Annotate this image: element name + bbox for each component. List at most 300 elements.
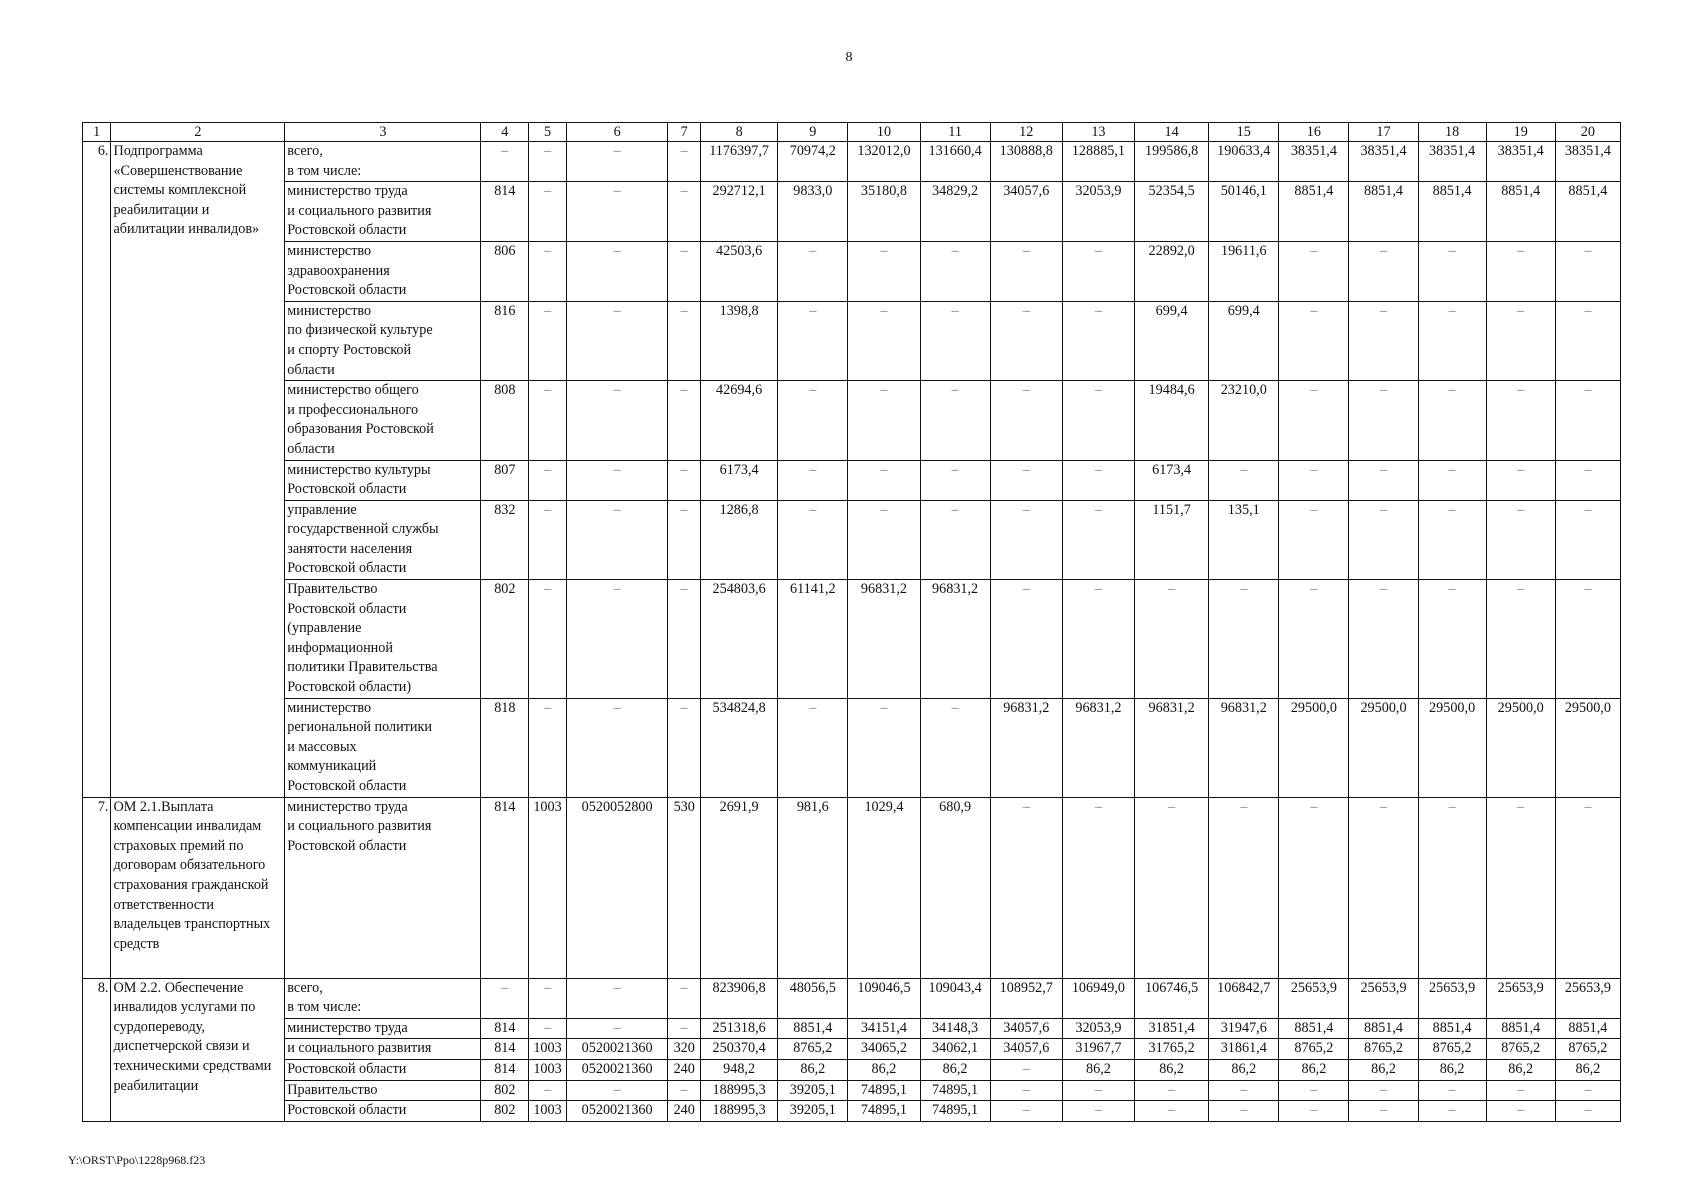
value-col-8: 6173,4 — [700, 460, 777, 500]
value-col-18: – — [1418, 797, 1486, 978]
value-col-14: – — [1135, 797, 1209, 978]
value-col-9: 48056,5 — [778, 978, 848, 1018]
code-rzpr-cell: – — [529, 241, 567, 301]
value-col-9: – — [778, 698, 848, 797]
value-col-20: – — [1555, 1101, 1620, 1122]
value-col-9: – — [778, 301, 848, 380]
value-col-8: 823906,8 — [700, 978, 777, 1018]
value-col-10: 74895,1 — [848, 1080, 920, 1101]
code-vr-cell: – — [668, 241, 701, 301]
executor-cell: министерство региональной политики и массовых коммуникаций Ростовской области — [285, 698, 481, 797]
value-col-16: 8765,2 — [1279, 1039, 1349, 1060]
code-grbs-cell: 802 — [481, 580, 529, 699]
code-rzpr-cell: – — [529, 1080, 567, 1101]
value-col-13: 106949,0 — [1062, 978, 1134, 1018]
executor-cell: министерство труда — [285, 1018, 481, 1039]
value-col-8: 250370,4 — [700, 1039, 777, 1060]
value-col-8: 188995,3 — [700, 1101, 777, 1122]
value-col-20: 25653,9 — [1555, 978, 1620, 1018]
value-col-20: 86,2 — [1555, 1059, 1620, 1080]
value-col-17: – — [1349, 301, 1418, 380]
code-csr-cell: – — [566, 182, 668, 242]
executor-cell: и социального развития — [285, 1039, 481, 1060]
code-csr-cell: 0520021360 — [566, 1101, 668, 1122]
value-col-13: 86,2 — [1062, 1059, 1134, 1080]
value-col-8: 1398,8 — [700, 301, 777, 380]
value-col-19: 8851,4 — [1486, 1018, 1555, 1039]
value-col-18: – — [1418, 1101, 1486, 1122]
executor-cell: министерство труда и социального развития Ростовской области — [285, 797, 481, 978]
value-col-9: 981,6 — [778, 797, 848, 978]
value-col-10: – — [848, 460, 920, 500]
table-row — [83, 1059, 1621, 1080]
value-col-12: 34057,6 — [990, 1018, 1062, 1039]
value-col-17: – — [1349, 460, 1418, 500]
value-col-14: 699,4 — [1135, 301, 1209, 380]
value-col-18: – — [1418, 381, 1486, 460]
value-col-12: – — [990, 1059, 1062, 1080]
value-col-11: – — [920, 241, 990, 301]
code-rzpr-cell: – — [529, 460, 567, 500]
code-csr-cell: – — [566, 460, 668, 500]
value-col-11: 74895,1 — [920, 1080, 990, 1101]
program-name: Подпрограмма «Совершенствование системы комплексной реабилитации и абилитации инвалидов» — [111, 142, 285, 798]
table-row — [83, 978, 1621, 1018]
value-col-12: – — [990, 580, 1062, 699]
header-row — [83, 123, 1621, 142]
value-col-10: 1029,4 — [848, 797, 920, 978]
code-grbs-cell: 806 — [481, 241, 529, 301]
code-vr-cell: 320 — [668, 1039, 701, 1060]
value-col-19: 25653,9 — [1486, 978, 1555, 1018]
header-cell-14: 14 — [1135, 123, 1209, 142]
value-col-18: – — [1418, 580, 1486, 699]
value-col-13: 96831,2 — [1062, 698, 1134, 797]
value-col-12: 108952,7 — [990, 978, 1062, 1018]
table-row — [83, 460, 1621, 500]
value-col-10: – — [848, 381, 920, 460]
executor-cell: управление государственной службы занятости населения Ростовской области — [285, 500, 481, 579]
value-col-14: 86,2 — [1135, 1059, 1209, 1080]
table-row — [83, 1101, 1621, 1122]
value-col-14: 106746,5 — [1135, 978, 1209, 1018]
code-vr-cell: – — [668, 500, 701, 579]
value-col-11: – — [920, 500, 990, 579]
value-col-8: 948,2 — [700, 1059, 777, 1080]
value-col-18: 29500,0 — [1418, 698, 1486, 797]
value-col-9: 70974,2 — [778, 142, 848, 182]
value-col-14: – — [1135, 1080, 1209, 1101]
executor-cell: всего, в том числе: — [285, 978, 481, 1018]
value-col-12: – — [990, 1080, 1062, 1101]
table-row — [83, 182, 1621, 242]
value-col-14: 1151,7 — [1135, 500, 1209, 579]
value-col-16: – — [1279, 301, 1349, 380]
value-col-15: 50146,1 — [1209, 182, 1279, 242]
code-csr-cell: – — [566, 580, 668, 699]
value-col-9: – — [778, 500, 848, 579]
header-cell-17: 17 — [1349, 123, 1418, 142]
value-col-13: 128885,1 — [1062, 142, 1134, 182]
value-col-20: – — [1555, 1080, 1620, 1101]
value-col-20: 8851,4 — [1555, 182, 1620, 242]
header-cell-15: 15 — [1209, 123, 1279, 142]
value-col-18: 8851,4 — [1418, 182, 1486, 242]
value-col-19: 8765,2 — [1486, 1039, 1555, 1060]
executor-cell: Ростовской области — [285, 1059, 481, 1080]
value-col-20: 38351,4 — [1555, 142, 1620, 182]
value-col-17: – — [1349, 500, 1418, 579]
value-col-12: 34057,6 — [990, 182, 1062, 242]
value-col-11: 34829,2 — [920, 182, 990, 242]
value-col-14: 96831,2 — [1135, 698, 1209, 797]
value-col-13: – — [1062, 1080, 1134, 1101]
value-col-10: 86,2 — [848, 1059, 920, 1080]
value-col-20: – — [1555, 301, 1620, 380]
program-name: ОМ 2.2. Обеспечение инвалидов услугами по сурдопереводу, диспетчерской связи и техническими средствами реабилитации — [111, 978, 285, 1121]
value-col-19: – — [1486, 580, 1555, 699]
value-col-12: – — [990, 460, 1062, 500]
code-csr-cell: – — [566, 978, 668, 1018]
value-col-18: 8851,4 — [1418, 1018, 1486, 1039]
value-col-17: – — [1349, 241, 1418, 301]
value-col-11: 74895,1 — [920, 1101, 990, 1122]
code-rzpr-cell: 1003 — [529, 1039, 567, 1060]
value-col-17: – — [1349, 381, 1418, 460]
executor-cell: министерство труда и социального развития Ростовской области — [285, 182, 481, 242]
value-col-8: 251318,6 — [700, 1018, 777, 1039]
value-col-15: – — [1209, 1101, 1279, 1122]
value-col-15: 23210,0 — [1209, 381, 1279, 460]
value-col-10: 96831,2 — [848, 580, 920, 699]
value-col-15: 106842,7 — [1209, 978, 1279, 1018]
value-col-19: 29500,0 — [1486, 698, 1555, 797]
code-grbs-cell: 802 — [481, 1101, 529, 1122]
value-col-9: 61141,2 — [778, 580, 848, 699]
code-csr-cell: 0520021360 — [566, 1059, 668, 1080]
code-vr-cell: – — [668, 1080, 701, 1101]
value-col-13: – — [1062, 797, 1134, 978]
code-csr-cell: – — [566, 241, 668, 301]
value-col-8: 534824,8 — [700, 698, 777, 797]
table-row — [83, 1018, 1621, 1039]
value-col-18: 38351,4 — [1418, 142, 1486, 182]
value-col-11: – — [920, 301, 990, 380]
table-row — [83, 580, 1621, 699]
table-row — [83, 698, 1621, 797]
code-csr-cell: – — [566, 698, 668, 797]
value-col-16: – — [1279, 580, 1349, 699]
code-rzpr-cell: – — [529, 698, 567, 797]
value-col-16: – — [1279, 1101, 1349, 1122]
header-cell-5: 5 — [529, 123, 567, 142]
value-col-16: – — [1279, 1080, 1349, 1101]
code-vr-cell: – — [668, 460, 701, 500]
value-col-16: – — [1279, 797, 1349, 978]
value-col-17: – — [1349, 1080, 1418, 1101]
value-col-18: 8765,2 — [1418, 1039, 1486, 1060]
value-col-18: 25653,9 — [1418, 978, 1486, 1018]
value-col-17: 8851,4 — [1349, 1018, 1418, 1039]
value-col-12: – — [990, 301, 1062, 380]
value-col-20: – — [1555, 460, 1620, 500]
value-col-19: – — [1486, 381, 1555, 460]
value-col-19: 86,2 — [1486, 1059, 1555, 1080]
code-grbs-cell: – — [481, 978, 529, 1018]
value-col-14: – — [1135, 1101, 1209, 1122]
table-row — [83, 500, 1621, 579]
code-csr-cell: – — [566, 381, 668, 460]
value-col-11: – — [920, 381, 990, 460]
value-col-14: 31765,2 — [1135, 1039, 1209, 1060]
value-col-20: 29500,0 — [1555, 698, 1620, 797]
value-col-19: – — [1486, 241, 1555, 301]
value-col-15: – — [1209, 580, 1279, 699]
executor-cell: Ростовской области — [285, 1101, 481, 1122]
value-col-15: 135,1 — [1209, 500, 1279, 579]
value-col-11: 96831,2 — [920, 580, 990, 699]
value-col-8: 42503,6 — [700, 241, 777, 301]
value-col-14: 199586,8 — [1135, 142, 1209, 182]
code-grbs-cell: 814 — [481, 1039, 529, 1060]
code-vr-cell: – — [668, 1018, 701, 1039]
code-rzpr-cell: 1003 — [529, 797, 567, 978]
value-col-12: – — [990, 1101, 1062, 1122]
value-col-19: – — [1486, 1101, 1555, 1122]
value-col-10: 74895,1 — [848, 1101, 920, 1122]
header-cell-3: 3 — [285, 123, 481, 142]
header-cell-7: 7 — [668, 123, 701, 142]
value-col-19: – — [1486, 301, 1555, 380]
code-grbs-cell: 814 — [481, 182, 529, 242]
value-col-17: – — [1349, 1101, 1418, 1122]
code-vr-cell: – — [668, 381, 701, 460]
value-col-14: 6173,4 — [1135, 460, 1209, 500]
executor-cell: всего, в том числе: — [285, 142, 481, 182]
value-col-10: – — [848, 698, 920, 797]
header-cell-10: 10 — [848, 123, 920, 142]
code-grbs-cell: 802 — [481, 1080, 529, 1101]
code-grbs-cell: 807 — [481, 460, 529, 500]
executor-cell: Правительство — [285, 1080, 481, 1101]
value-col-20: – — [1555, 241, 1620, 301]
value-col-13: – — [1062, 500, 1134, 579]
code-grbs-cell: 808 — [481, 381, 529, 460]
value-col-20: 8851,4 — [1555, 1018, 1620, 1039]
value-col-9: 86,2 — [778, 1059, 848, 1080]
value-col-8: 188995,3 — [700, 1080, 777, 1101]
value-col-12: – — [990, 797, 1062, 978]
value-col-11: 109043,4 — [920, 978, 990, 1018]
value-col-16: – — [1279, 241, 1349, 301]
value-col-10: 35180,8 — [848, 182, 920, 242]
value-col-20: – — [1555, 500, 1620, 579]
value-col-13: 32053,9 — [1062, 182, 1134, 242]
value-col-20: – — [1555, 381, 1620, 460]
code-csr-cell: – — [566, 1080, 668, 1101]
value-col-10: – — [848, 241, 920, 301]
table-row — [83, 381, 1621, 460]
code-rzpr-cell: – — [529, 978, 567, 1018]
value-col-17: 25653,9 — [1349, 978, 1418, 1018]
value-col-14: 31851,4 — [1135, 1018, 1209, 1039]
value-col-9: 8765,2 — [778, 1039, 848, 1060]
executor-cell: министерство здравоохранения Ростовской области — [285, 241, 481, 301]
value-col-12: 96831,2 — [990, 698, 1062, 797]
value-col-10: 34151,4 — [848, 1018, 920, 1039]
value-col-13: – — [1062, 301, 1134, 380]
value-col-13: – — [1062, 381, 1134, 460]
code-rzpr-cell: – — [529, 381, 567, 460]
value-col-10: 132012,0 — [848, 142, 920, 182]
code-csr-cell: – — [566, 142, 668, 182]
code-vr-cell: – — [668, 182, 701, 242]
code-rzpr-cell: – — [529, 142, 567, 182]
value-col-18: – — [1418, 500, 1486, 579]
value-col-12: – — [990, 381, 1062, 460]
value-col-13: – — [1062, 580, 1134, 699]
code-rzpr-cell: 1003 — [529, 1101, 567, 1122]
row-number: 7. — [83, 797, 111, 978]
code-vr-cell: – — [668, 698, 701, 797]
table-row — [83, 1039, 1621, 1060]
table-row — [83, 142, 1621, 182]
value-col-15: 19611,6 — [1209, 241, 1279, 301]
code-grbs-cell: – — [481, 142, 529, 182]
value-col-13: – — [1062, 241, 1134, 301]
value-col-18: 86,2 — [1418, 1059, 1486, 1080]
value-col-12: 34057,6 — [990, 1039, 1062, 1060]
header-cell-13: 13 — [1062, 123, 1134, 142]
header-cell-1: 1 — [83, 123, 111, 142]
value-col-17: 8765,2 — [1349, 1039, 1418, 1060]
value-col-15: – — [1209, 797, 1279, 978]
value-col-11: 131660,4 — [920, 142, 990, 182]
value-col-8: 292712,1 — [700, 182, 777, 242]
value-col-16: 8851,4 — [1279, 1018, 1349, 1039]
code-vr-cell: – — [668, 142, 701, 182]
value-col-10: 34065,2 — [848, 1039, 920, 1060]
code-csr-cell: 0520052800 — [566, 797, 668, 978]
value-col-9: – — [778, 460, 848, 500]
value-col-13: – — [1062, 460, 1134, 500]
value-col-8: 1176397,7 — [700, 142, 777, 182]
code-vr-cell: 240 — [668, 1101, 701, 1122]
value-col-20: – — [1555, 580, 1620, 699]
value-col-8: 254803,6 — [700, 580, 777, 699]
value-col-10: – — [848, 500, 920, 579]
program-name: ОМ 2.1.Выплата компенсации инвалидам страховых премий по договорам обязательного страхования гражданской ответственности владельцев транспортных средств — [111, 797, 285, 978]
code-vr-cell: – — [668, 580, 701, 699]
value-col-17: 29500,0 — [1349, 698, 1418, 797]
value-col-11: – — [920, 698, 990, 797]
value-col-16: 29500,0 — [1279, 698, 1349, 797]
header-cell-6: 6 — [566, 123, 668, 142]
value-col-10: – — [848, 301, 920, 380]
value-col-16: – — [1279, 381, 1349, 460]
value-col-10: 109046,5 — [848, 978, 920, 1018]
value-col-14: 19484,6 — [1135, 381, 1209, 460]
value-col-15: – — [1209, 460, 1279, 500]
code-csr-cell: – — [566, 500, 668, 579]
value-col-18: – — [1418, 460, 1486, 500]
value-col-16: 25653,9 — [1279, 978, 1349, 1018]
row-number: 6. — [83, 142, 111, 798]
value-col-17: 86,2 — [1349, 1059, 1418, 1080]
value-col-18: – — [1418, 241, 1486, 301]
value-col-12: 130888,8 — [990, 142, 1062, 182]
code-grbs-cell: 816 — [481, 301, 529, 380]
value-col-15: 96831,2 — [1209, 698, 1279, 797]
value-col-14: – — [1135, 580, 1209, 699]
value-col-11: 680,9 — [920, 797, 990, 978]
value-col-11: – — [920, 460, 990, 500]
code-vr-cell: 530 — [668, 797, 701, 978]
value-col-19: – — [1486, 500, 1555, 579]
value-col-14: 52354,5 — [1135, 182, 1209, 242]
value-col-19: – — [1486, 460, 1555, 500]
code-grbs-cell: 818 — [481, 698, 529, 797]
header-cell-9: 9 — [778, 123, 848, 142]
value-col-11: 34148,3 — [920, 1018, 990, 1039]
value-col-18: – — [1418, 1080, 1486, 1101]
header-cell-18: 18 — [1418, 123, 1486, 142]
header-cell-16: 16 — [1279, 123, 1349, 142]
value-col-13: 31967,7 — [1062, 1039, 1134, 1060]
header-cell-8: 8 — [700, 123, 777, 142]
value-col-19: – — [1486, 797, 1555, 978]
value-col-16: – — [1279, 460, 1349, 500]
value-col-17: – — [1349, 797, 1418, 978]
value-col-20: – — [1555, 797, 1620, 978]
code-rzpr-cell: 1003 — [529, 1059, 567, 1080]
value-col-16: 38351,4 — [1279, 142, 1349, 182]
code-csr-cell: – — [566, 301, 668, 380]
executor-cell: Правительство Ростовской области (управление информационной политики Правительства Ростовской области) — [285, 580, 481, 699]
value-col-16: 86,2 — [1279, 1059, 1349, 1080]
header-cell-2: 2 — [111, 123, 285, 142]
value-col-8: 2691,9 — [700, 797, 777, 978]
header-cell-19: 19 — [1486, 123, 1555, 142]
header-cell-20: 20 — [1555, 123, 1620, 142]
code-grbs-cell: 814 — [481, 797, 529, 978]
budget-table — [82, 122, 1621, 1122]
code-vr-cell: – — [668, 978, 701, 1018]
value-col-16: – — [1279, 500, 1349, 579]
row-number: 8. — [83, 978, 111, 1121]
value-col-20: 8765,2 — [1555, 1039, 1620, 1060]
code-rzpr-cell: – — [529, 1018, 567, 1039]
code-rzpr-cell: – — [529, 301, 567, 380]
value-col-17: – — [1349, 580, 1418, 699]
value-col-13: 32053,9 — [1062, 1018, 1134, 1039]
value-col-12: – — [990, 241, 1062, 301]
value-col-19: 8851,4 — [1486, 182, 1555, 242]
code-vr-cell: 240 — [668, 1059, 701, 1080]
value-col-12: – — [990, 500, 1062, 579]
value-col-14: 22892,0 — [1135, 241, 1209, 301]
value-col-9: 39205,1 — [778, 1080, 848, 1101]
code-grbs-cell: 814 — [481, 1059, 529, 1080]
value-col-15: 699,4 — [1209, 301, 1279, 380]
value-col-13: – — [1062, 1101, 1134, 1122]
value-col-15: – — [1209, 1080, 1279, 1101]
executor-cell: министерство культуры Ростовской области — [285, 460, 481, 500]
table-row — [83, 241, 1621, 301]
value-col-9: 39205,1 — [778, 1101, 848, 1122]
value-col-15: 31947,6 — [1209, 1018, 1279, 1039]
value-col-16: 8851,4 — [1279, 182, 1349, 242]
